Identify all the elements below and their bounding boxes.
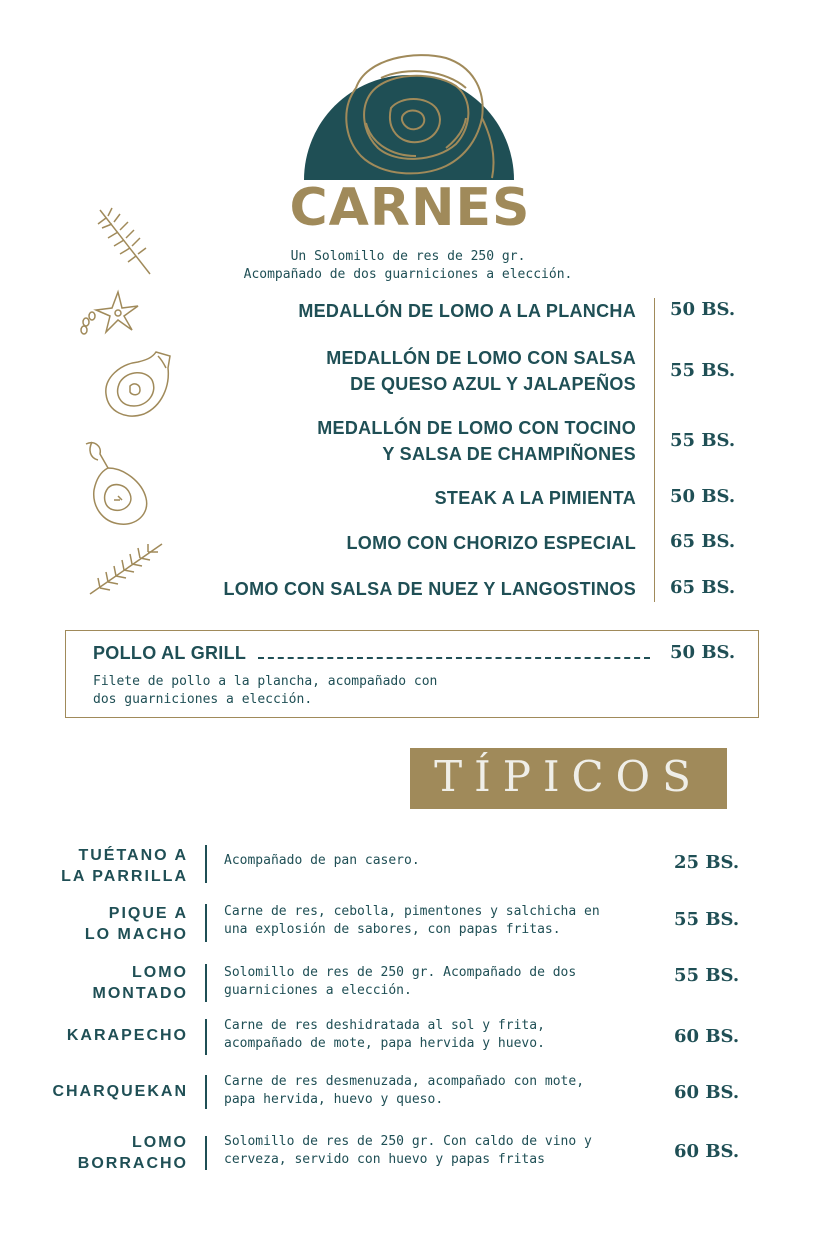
carnes-subtitle-line-1: Un Solomillo de res de 250 gr. — [290, 249, 526, 264]
tipicos-item-price: 55 BS. — [674, 965, 740, 986]
tipicos-item-name: PIQUE A — [108, 905, 188, 922]
pollo-desc-line-2: dos guarniciones a elección. — [93, 692, 313, 707]
tipicos-item-divider — [205, 1075, 207, 1109]
carnes-item-price: 65 BS. — [670, 531, 736, 552]
tipicos-item-price: 60 BS. — [674, 1141, 740, 1162]
tipicos-item-name: CHARQUEKAN — [52, 1083, 188, 1100]
tipicos-item-desc-line-2: acompañado de mote, papa hervida y huevo. — [224, 1036, 545, 1051]
tipicos-item-name: KARAPECHO — [66, 1027, 188, 1044]
carnes-item-price: 50 BS. — [670, 299, 736, 320]
tipicos-item-name-line-2: MONTADO — [92, 985, 188, 1002]
tipicos-item-name-line-2: LA PARRILLA — [61, 868, 188, 885]
tipicos-item-price: 60 BS. — [674, 1082, 740, 1103]
tipicos-item-divider — [205, 964, 207, 1002]
tipicos-item-desc-line-2: cerveza, servido con huevo y papas fritas — [224, 1152, 545, 1167]
tipicos-item-desc-line-2: papa hervida, huevo y queso. — [224, 1092, 444, 1107]
pollo-price: 50 BS. — [670, 642, 736, 663]
rosemary-icon — [92, 204, 158, 280]
tipicos-item-desc: Carne de res, cebolla, pimentones y salchicha en — [224, 904, 600, 919]
tipicos-item-price: 60 BS. — [674, 1026, 740, 1047]
carnes-item-price: 65 BS. — [670, 577, 736, 598]
carnes-item-name: LOMO CON CHORIZO ESPECIAL — [346, 533, 636, 553]
tipicos-item-desc-line-2: guarniciones a elección. — [224, 983, 412, 998]
carnes-price-divider — [654, 298, 655, 602]
ham-icon — [100, 346, 176, 422]
carnes-item-name: LOMO CON SALSA DE NUEZ Y LANGOSTINOS — [223, 579, 636, 599]
carnes-item-price: 55 BS. — [670, 360, 736, 381]
carnes-item-name: STEAK A LA PIMIENTA — [434, 488, 636, 508]
carnes-item-name-line-2: DE QUESO AZUL Y JALAPEÑOS — [350, 374, 636, 394]
pollo-dotted-leader — [258, 657, 650, 659]
carnes-item-price: 50 BS. — [670, 486, 736, 507]
carnes-subtitle-line-2: Acompañado de dos guarniciones a elección. — [243, 267, 573, 282]
pollo-name: POLLO AL GRILL — [93, 643, 247, 663]
tipicos-item-divider — [205, 1019, 207, 1055]
herb-sprig-icon — [86, 538, 166, 598]
tipicos-item-price: 55 BS. — [674, 909, 740, 930]
tipicos-item-price: 25 BS. — [674, 852, 740, 873]
tipicos-item-name-line-2: LO MACHO — [84, 926, 188, 943]
section-title-tipicos: TÍPICOS — [434, 752, 703, 801]
tipicos-item-divider — [205, 1136, 207, 1170]
section-title-carnes: CARNES — [289, 178, 531, 238]
carnes-item-name: MEDALLÓN DE LOMO A LA PLANCHA — [298, 301, 636, 321]
carnes-item-name: MEDALLÓN DE LOMO CON TOCINO — [317, 418, 636, 438]
tipicos-item-desc-line-2: una explosión de sabores, con papas fritas. — [224, 922, 561, 937]
drumstick-icon — [78, 438, 154, 530]
star-anise-icon — [78, 288, 144, 338]
tipicos-item-name: TUÉTANO A — [78, 847, 188, 864]
tipicos-item-desc: Solomillo de res de 250 gr. Acompañado de dos — [224, 965, 577, 980]
carnes-item-price: 55 BS. — [670, 430, 736, 451]
tipicos-item-name: LOMO — [132, 964, 188, 981]
carnes-item-name-line-2: Y SALSA DE CHAMPIÑONES — [382, 444, 636, 464]
tipicos-item-name-line-2: BORRACHO — [77, 1155, 188, 1172]
tipicos-item-desc: Solomillo de res de 250 gr. Con caldo de vino y — [224, 1134, 592, 1149]
tipicos-item-divider — [205, 845, 207, 883]
tipicos-item-divider — [205, 904, 207, 942]
carnes-item-name: MEDALLÓN DE LOMO CON SALSA — [326, 348, 636, 368]
tipicos-item-desc: Carne de res desmenuzada, acompañado con mote, — [224, 1074, 585, 1089]
pollo-desc-line-1: Filete de pollo a la plancha, acompañado con — [93, 674, 438, 689]
tipicos-item-name: LOMO — [132, 1134, 188, 1151]
tipicos-item-desc: Carne de res deshidratada al sol y frita, — [224, 1018, 545, 1033]
meat-emblem-icon — [296, 48, 522, 183]
tipicos-item-desc: Acompañado de pan casero. — [224, 853, 420, 868]
